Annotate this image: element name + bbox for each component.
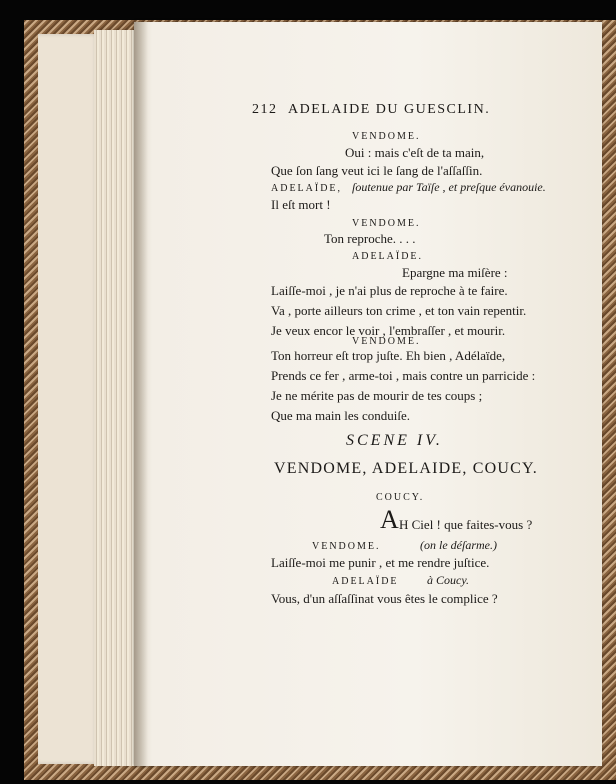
verse-line: Ton reproche. . . .: [324, 231, 416, 246]
verse-line: Il eſt mort !: [271, 197, 331, 212]
running-title: ADELAIDE DU GUESCLIN.: [288, 102, 491, 117]
verse-line: Oui : mais c'eſt de ta main,: [345, 145, 485, 160]
stage-direction: (on le déſarme.): [420, 538, 497, 552]
speaker-label: VENDOME.: [312, 541, 381, 552]
verse-line: Que ma main les conduiſe.: [271, 408, 410, 423]
verse-line: Laiſſe-moi me punir , et me rendre juſtice.: [271, 555, 490, 570]
verse-line: Je ne mérite pas de mourir de tes coups ;: [271, 388, 483, 403]
book-page: [134, 22, 602, 766]
speaker-label: ADELAÏDE,: [271, 183, 343, 194]
verse-line: Que ſon ſang veut ici le ſang de l'aſſaſſin.: [271, 163, 483, 178]
stage-direction: ſoutenue par Taïſe , et preſque évanouie.: [352, 180, 546, 194]
scene-characters: VENDOME, ADELAIDE, COUCY.: [274, 460, 538, 477]
verse-line: Va , porte ailleurs ton crime , et ton vain repentir.: [271, 303, 527, 318]
page-number: 212: [252, 102, 278, 117]
verse-line: Prends ce fer , arme-toi , mais contre un parricide :: [271, 368, 536, 383]
speaker-label: ADELAÏDE: [332, 576, 399, 587]
speaker-label: VENDOME.: [352, 131, 421, 142]
verse-line: Vous, d'un aſſaſſinat vous êtes le complice ?: [271, 591, 498, 606]
speaker-label: VENDOME.: [352, 336, 421, 347]
book: [14, 8, 616, 784]
verse-line: H Ciel ! que faites-vous ?: [399, 517, 533, 532]
scene-heading: SCENE IV.: [346, 432, 443, 449]
drop-cap: A: [380, 505, 399, 534]
verse-line: Je veux encor le voir , l'embraſſer , et mourir.: [271, 323, 506, 338]
speaker-label: COUCY.: [376, 492, 425, 503]
speaker-label: VENDOME.: [352, 218, 421, 229]
speaker-label: ADELAÏDE.: [352, 251, 424, 262]
verse-line: Laiſſe-moi , je n'ai plus de reproche à te faire.: [271, 283, 508, 298]
stage-direction: à Coucy.: [427, 573, 469, 587]
page-gutter-shadow: [134, 22, 148, 766]
verse-line: Epargne ma miſère :: [402, 265, 508, 280]
verse-line: Ton horreur eſt trop juſte. Eh bien , Adélaïde,: [271, 348, 506, 363]
